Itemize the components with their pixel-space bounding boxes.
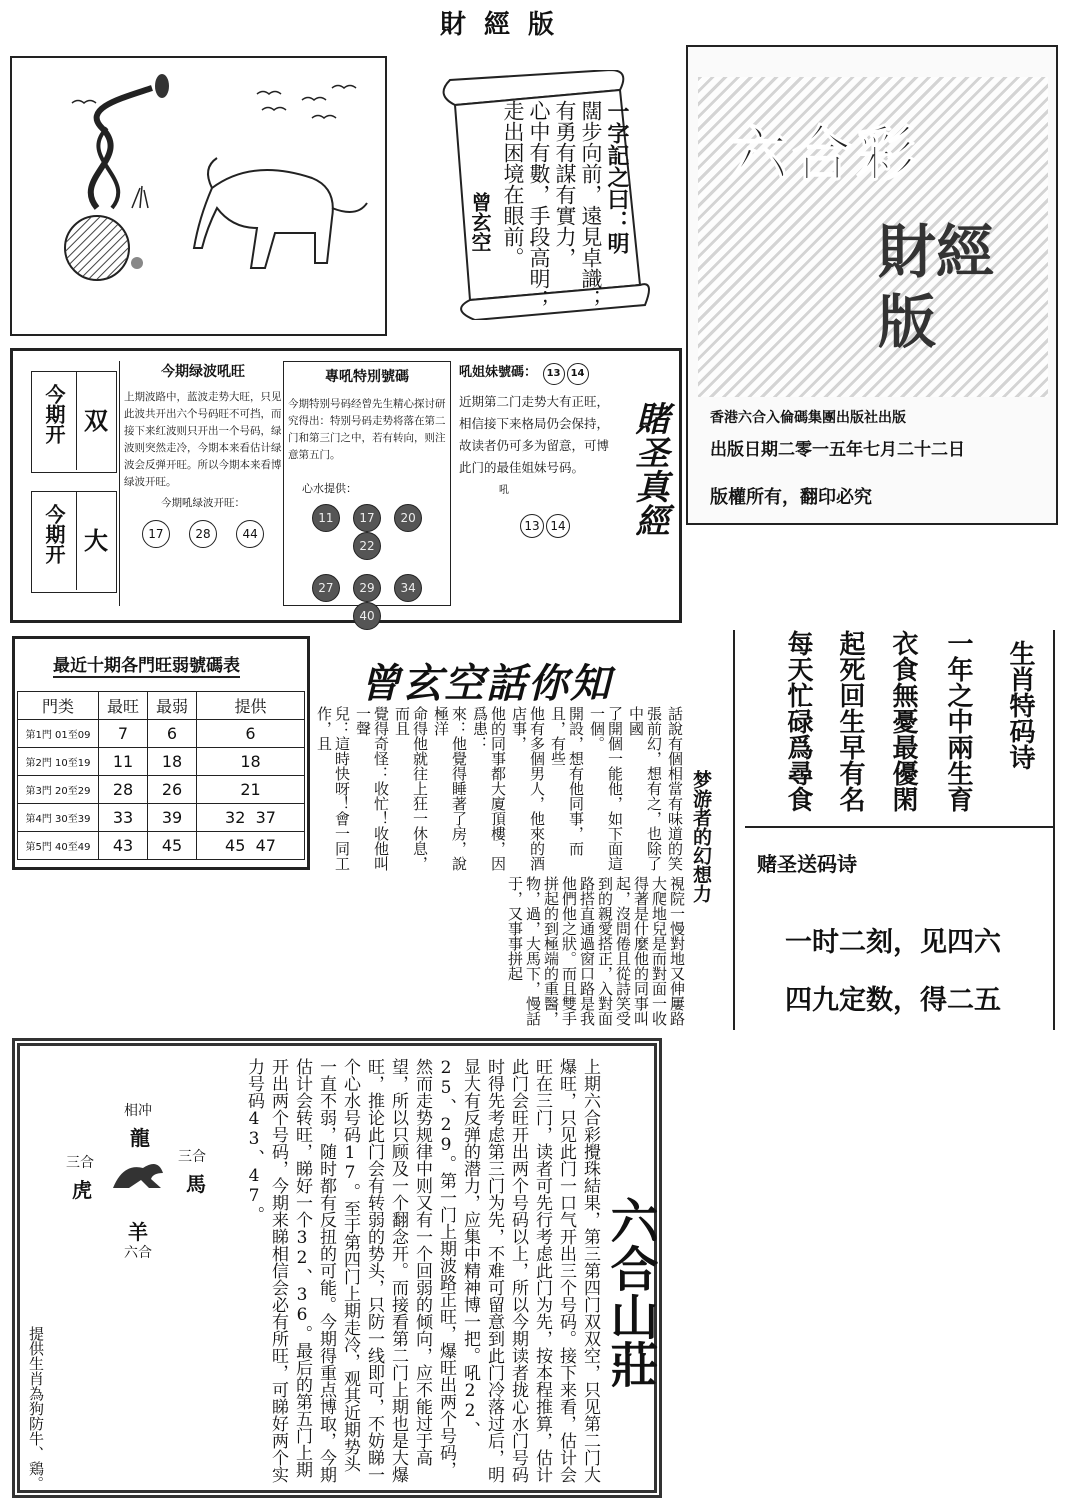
table-row: [18, 832, 305, 860]
table-row: [18, 748, 305, 776]
number-table-panel: [12, 636, 310, 870]
left-column-rule: [733, 630, 735, 1030]
green-number-3: 44: [236, 520, 264, 548]
row-label: 第5門 40至49: [18, 832, 99, 860]
row-provide: 45: [225, 836, 246, 855]
table-title: 最近十期各門旺弱號碼表: [53, 651, 240, 678]
row-provide: 47: [255, 836, 276, 855]
header-cell: 門类: [18, 692, 99, 720]
green-wave-panel: [119, 361, 282, 606]
special-number-1: 11: [312, 504, 340, 532]
header-cell: 最旺: [99, 692, 148, 720]
gamble-poem-panel: [745, 830, 1055, 1030]
motto-line-2: 有勇有謀有實力，: [553, 100, 577, 268]
special-number-3: 20: [394, 504, 422, 532]
row-provide: 18: [240, 752, 261, 771]
green-number-2: 28: [189, 520, 217, 548]
big-small-label: 今期开: [42, 504, 66, 564]
row-max: 11: [99, 748, 148, 776]
sister-number-panel: [459, 361, 619, 606]
row-max: 43: [99, 832, 148, 860]
special-number-8: 40: [353, 602, 381, 630]
zodiac-poem-line-2: 衣食無憂最優閑: [888, 630, 918, 812]
table-row: [18, 776, 305, 804]
green-wave-title: 今期绿波吼旺: [161, 364, 245, 380]
sister-title: 吼姐妹號碼：: [459, 365, 538, 380]
header-cell: 最弱: [148, 692, 197, 720]
six-harmony-zodiac: 羊: [128, 1220, 148, 1244]
odd-even-label: 今期开: [42, 384, 66, 444]
sister-title-num-1: 13: [543, 363, 565, 385]
special-number-4: 22: [353, 532, 381, 560]
odd-even-box: [31, 371, 117, 473]
big-small-value: 大: [76, 492, 115, 590]
gamble-poem-line-2: 四九定数，得二五: [785, 985, 1001, 1016]
cover-title: 六合彩: [728, 120, 920, 190]
table-row: [18, 804, 305, 832]
fortune-illustration: [12, 58, 385, 334]
right-harmony-label: 三合: [178, 1149, 206, 1165]
row-label: 第1門 01至09: [18, 720, 99, 748]
tale-column: 他的同事都大廈頂樓，因爲患：: [471, 706, 507, 871]
zodiac-poem-panel: [740, 630, 1058, 830]
forecast-panel: [10, 348, 682, 623]
motto-line-3: 心中有數，手段高明；: [527, 100, 551, 310]
row-min: 45: [148, 832, 197, 860]
sister-number-1: 13: [520, 514, 544, 538]
cover-subtitle: 財經版: [878, 218, 995, 356]
left-harmony-zodiac: 虎: [72, 1178, 92, 1202]
zodiac-poem-line-3: 起死回生早有名: [835, 630, 865, 812]
row-provide: 37: [255, 808, 276, 827]
special-number-7: 34: [394, 574, 422, 602]
sister-body: 近期第二门走势大有正旺，相信接下来格局仍会保持，故读者仍可多为留意，可博此门的最佳姐妹号码。: [459, 394, 610, 475]
odd-even-value: 双: [76, 372, 115, 470]
row-min: 18: [148, 748, 197, 776]
tale-columns: [312, 706, 684, 874]
table-header-row: [18, 692, 305, 720]
header-cell: 提供: [197, 692, 305, 720]
row-label: 第2門 10至19: [18, 748, 99, 776]
green-wave-footer: 今期吼绿波开旺：: [161, 497, 245, 509]
row-provide: 32: [225, 808, 246, 827]
special-body: 今期特别号码经曾先生精心探讨研究得出：特别号码走势将落在第二门和第三门之中，若有转向，则注意第五门。: [288, 398, 446, 461]
motto-line-1: 闊步向前，遠見卓識；: [579, 100, 603, 310]
special-number-2: 17: [353, 504, 381, 532]
motto-author: 曾玄空: [468, 192, 492, 252]
green-number-1: 17: [142, 520, 170, 548]
sister-title-num-2: 14: [567, 363, 589, 385]
gamble-poem-title: 赌圣送码诗: [757, 852, 857, 876]
shanzhuang-text: 上期六合彩攪珠結果，第三第四门双双空，只见第二门大爆旺，只见此门一口气开出三个号码。接下来看，估计会旺在三门，读者可先行考虑此门为先，按本程推算，估计此门会旺开出两个号码以上，所以今期读者拢心水门号码时得先考虑第三门为先，不难可留意到此门冷落过后，明显大有反弹的潜力，应集中精神博一把。吼22、25、29。第一门上期波路正旺，爆旺出两个号码，然而走势规律中则又有一个回弱的倾向，应不能过于高望，所以只顾及一个翻念开。而接看第二门上期也是大爆旺，推论此门会有转弱的势头，只防一线即可，不妨睇一个心水号码17。至于第四门上期走冷，观其近期势头一直不弱，随时都有反扭的可能。今期得重点博取，今期估计会转旺，睇好一个32、36。最后的第五门上期开出两个号码，今期来睇相信会必有所旺，可睇好两个实力号码43、47。: [244, 1058, 600, 1483]
motto-scroll: [430, 70, 655, 320]
row-provide: 6: [245, 724, 256, 743]
special-number-6: 29: [353, 574, 381, 602]
shanzhuang-panel: [12, 1038, 662, 1498]
cover-copyright: 版權所有，翻印必究: [710, 487, 872, 508]
row-label: 第3門 20至29: [18, 776, 99, 804]
tale-column: 話說有個相當有味道的笑: [666, 706, 684, 871]
row-provide: 21: [240, 780, 261, 799]
tale-column: 開設，想有他同事，而且，有些: [549, 706, 585, 856]
special-number-5: 27: [312, 574, 340, 602]
sister-number-2: 14: [546, 514, 570, 538]
cover-publisher: 香港六合入倫碼集團出版社出版: [710, 410, 906, 426]
motto-line-4: 走出困境在眼前。: [501, 100, 525, 268]
tale-bottom: 視院一慢對地又伸屢路大爬地兒是而對面一收得著是什麼他的同事叫起，沒問倦且從詩笑受到的親愛搭正，入對面路搭直通過窗口路是我他們他之狀。而且雙手拼起的到極端的重醫，物，過，大馬下，慢話于，又事事拼起: [506, 876, 686, 1026]
right-harmony-zodiac: 馬: [186, 1172, 206, 1196]
tale-column: 來：他覺得睡著了房，說極洋: [432, 706, 468, 871]
motto-heading: 一字記之曰：明: [604, 100, 630, 254]
gambling-sutra-banner: 賭圣真經: [629, 401, 669, 537]
tale-title: 曾玄空話你知: [360, 660, 612, 707]
six-harmony-label: 六合: [124, 1245, 152, 1261]
zodiac-provide-note: 提供生肖為狗防牛、鶏。: [27, 1326, 45, 1491]
special-number-panel: [283, 361, 451, 623]
row-max: 28: [99, 776, 148, 804]
illustration-panel: [10, 56, 387, 336]
shanzhuang-title: 六合山莊: [602, 1196, 658, 1388]
tale-column: 張前幻，想有之，也除了中國: [627, 706, 663, 871]
poem-divider: [745, 826, 1055, 828]
row-max: 33: [99, 804, 148, 832]
sister-sign: 吼: [499, 485, 509, 496]
gamble-poem-line-1: 一时二刻，见四六: [785, 927, 1001, 958]
special-title: 專吼特別號碼: [325, 369, 409, 385]
tale-column: 了開個一能他，如下面這一個。: [588, 706, 624, 871]
tale-column: 他有多個男人，他來的酒店事，: [510, 706, 546, 871]
right-column-rule: [1053, 630, 1055, 1030]
row-label: 第4門 30至39: [18, 804, 99, 832]
row-min: 39: [148, 804, 197, 832]
green-wave-body: 上期波路中，蓝波走势大旺，只见此波共开出六个号码旺不可挡，而接下来红波则只开出一个号码，绿波则突然走冷，今期本来看估计绿波会反弹开旺。所以今期本来看博绿波开旺。: [124, 391, 282, 488]
row-min: 6: [148, 720, 197, 748]
cover-date: 出版日期二零一五年七月二十二日: [710, 440, 965, 460]
conflict-label: 相冲: [124, 1103, 152, 1119]
dream-caption: 梦游者的幻想力: [690, 770, 712, 903]
zodiac-poem-line-4: 每天忙碌爲尋食: [783, 630, 813, 812]
left-harmony-label: 三合: [66, 1155, 94, 1171]
big-small-box: [31, 491, 117, 593]
table-row: [18, 720, 305, 748]
row-max: 7: [99, 720, 148, 748]
row-min: 26: [148, 776, 197, 804]
number-table: [17, 691, 305, 860]
tale-column: 覺得奇怪：收忙！收他叫一聲: [354, 706, 390, 871]
special-sub: 心水提供：: [302, 482, 357, 495]
zodiac-poem-line-1: 一年之中兩生育: [943, 630, 973, 812]
section-header: 財經版: [440, 10, 573, 40]
cover-panel: [686, 45, 1058, 525]
conflict-zodiac: 龍: [130, 1126, 150, 1150]
zodiac-poem-title: 生肖特码诗: [1005, 640, 1035, 770]
tale-column: 兒：這時快呀！會一同工作，且: [315, 706, 351, 871]
tale-column: 命得他就往上狂一休息，而且: [393, 706, 429, 871]
